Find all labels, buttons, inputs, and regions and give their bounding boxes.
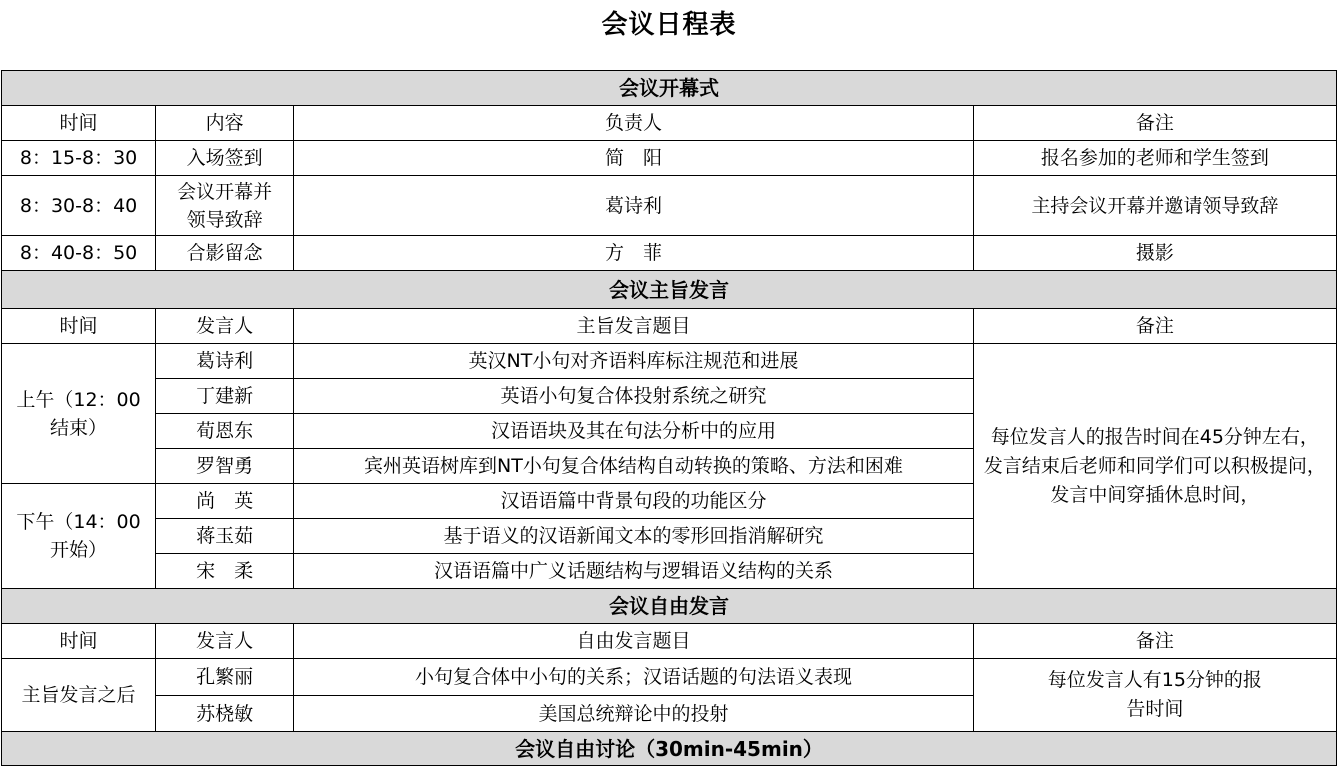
note-cell: 摄影	[973, 236, 1336, 271]
free-note-cell: 每位发言人有15分钟的报告时间	[973, 659, 1336, 732]
section-title-opening: 会议开幕式	[2, 71, 1337, 106]
content-cell: 入场签到	[156, 141, 294, 176]
section-title-free: 会议自由发言	[2, 589, 1337, 624]
header-topic: 主旨发言题目	[294, 309, 974, 344]
table-row	[2, 236, 1337, 271]
free-time-cell: 主旨发言之后	[2, 659, 156, 732]
table-row	[2, 141, 1337, 176]
speaker-cell: 荀恩东	[156, 414, 294, 449]
header-speaker: 发言人	[156, 309, 294, 344]
speaker-cell: 罗智勇	[156, 449, 294, 484]
speaker-cell: 宋 柔	[156, 554, 294, 589]
header-row	[2, 624, 1337, 659]
topic-cell: 汉语语块及其在句法分析中的应用	[294, 414, 974, 449]
header-row	[2, 309, 1337, 344]
section-row	[2, 71, 1337, 106]
section-row	[2, 589, 1337, 624]
speaker-cell: 苏桡敏	[156, 696, 294, 732]
topic-cell: 英语小句复合体投射系统之研究	[294, 379, 974, 414]
topic-cell: 英汉NT小句对齐语料库标注规范和进展	[294, 344, 974, 379]
speaker-cell: 孔繁丽	[156, 659, 294, 696]
header-note: 备注	[973, 309, 1336, 344]
person-cell: 方 菲	[294, 236, 974, 271]
time-cell: 8：30-8：40	[2, 176, 156, 236]
note-cell: 报名参加的老师和学生签到	[973, 141, 1336, 176]
header-time: 时间	[2, 309, 156, 344]
speaker-cell: 葛诗利	[156, 344, 294, 379]
person-cell: 简 阳	[294, 141, 974, 176]
header-speaker: 发言人	[156, 624, 294, 659]
header-time: 时间	[2, 624, 156, 659]
table-row	[2, 176, 1337, 236]
header-note: 备注	[973, 106, 1336, 141]
content-cell: 合影留念	[156, 236, 294, 271]
header-person: 负责人	[294, 106, 974, 141]
speaker-cell: 尚 英	[156, 484, 294, 519]
topic-cell: 美国总统辩论中的投射	[294, 696, 974, 732]
time-cell: 8：15-8：30	[2, 141, 156, 176]
header-time: 时间	[2, 106, 156, 141]
speaker-cell: 蒋玉茹	[156, 519, 294, 554]
header-content: 内容	[156, 106, 294, 141]
table-row	[2, 659, 1337, 696]
person-cell: 葛诗利	[294, 176, 974, 236]
speaker-cell: 丁建新	[156, 379, 294, 414]
section-title-keynote: 会议主旨发言	[2, 271, 1337, 309]
topic-cell: 基于语义的汉语新闻文本的零形回指消解研究	[294, 519, 974, 554]
section-row	[2, 271, 1337, 309]
note-cell: 主持会议开幕并邀请领导致辞	[973, 176, 1336, 236]
topic-cell: 汉语语篇中背景句段的功能区分	[294, 484, 974, 519]
section-title-discussion: 会议自由讨论（30min-45min）	[2, 732, 1337, 766]
header-row	[2, 106, 1337, 141]
topic-cell: 小句复合体中小句的关系；汉语话题的句法语义表现	[294, 659, 974, 696]
topic-cell: 宾州英语树库到NT小句复合体结构自动转换的策略、方法和困难	[294, 449, 974, 484]
afternoon-time-cell: 下午（14：00开始）	[2, 484, 156, 589]
section-row	[2, 732, 1337, 766]
time-cell: 8：40-8：50	[2, 236, 156, 271]
page-title: 会议日程表	[601, 10, 737, 40]
header-note: 备注	[973, 624, 1336, 659]
morning-time-cell: 上午（12：00结束）	[2, 344, 156, 484]
table-row	[2, 344, 1337, 379]
schedule-table	[1, 70, 1337, 766]
topic-cell: 汉语语篇中广义话题结构与逻辑语义结构的关系	[294, 554, 974, 589]
header-topic: 自由发言题目	[294, 624, 974, 659]
keynote-note-cell: 每位发言人的报告时间在45分钟左右，发言结束后老师和同学们可以积极提问，发言中间穿插休息时间，	[973, 344, 1336, 589]
content-cell: 会议开幕并领导致辞	[156, 176, 294, 236]
